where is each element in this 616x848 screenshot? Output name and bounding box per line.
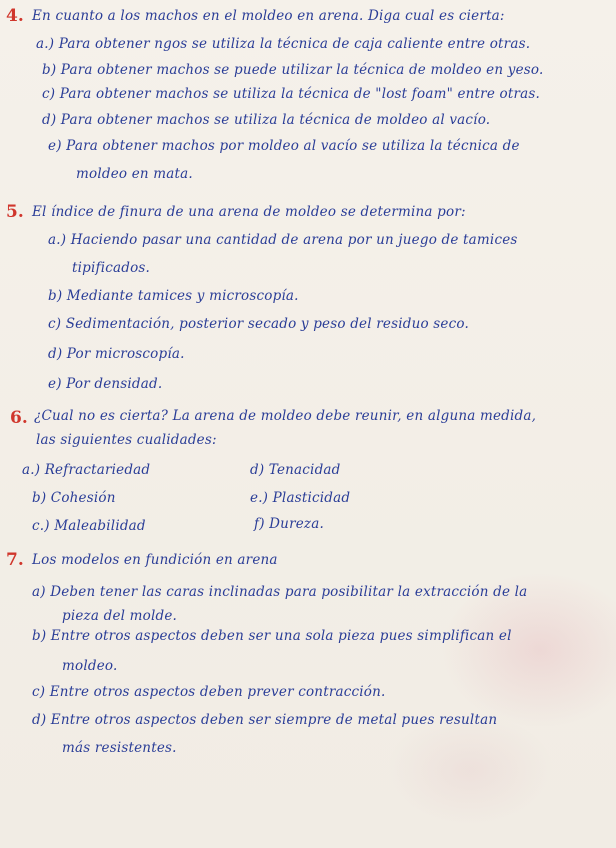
question-5-option-c: c) Sedimentación, posterior secado y peso del residuo seco. (48, 316, 469, 332)
question-4-option-e-cont: moldeo en mata. (76, 166, 193, 182)
question-5-option-a-cont: tipificados. (72, 260, 151, 276)
question-5-option-e: e) Por densidad. (48, 376, 163, 392)
question-5-option-a: a.) Haciendo pasar una cantidad de arena por un juego de tamices (48, 232, 518, 248)
question-7-option-d: d) Entre otros aspectos deben ser siempre de metal pues resultan (32, 712, 498, 728)
question-7-option-b: b) Entre otros aspectos deben ser una sola pieza pues simplifican el (32, 628, 512, 644)
question-4-option-a: a.) Para obtener ngos se utiliza la técnica de caja caliente entre otras. (36, 36, 531, 52)
question-7-number: 7. (6, 550, 24, 570)
question-7-option-a-cont: pieza del molde. (62, 608, 178, 624)
question-6-stem-cont: las siguientes cualidades: (36, 432, 217, 448)
question-4-option-c: c) Para obtener machos se utiliza la técnica de "lost foam" entre otras. (42, 86, 540, 102)
question-6-option-c: c.) Maleabilidad (32, 518, 146, 534)
question-5-stem: El índice de finura de una arena de moldeo se determina por: (32, 204, 466, 220)
question-7-stem: Los modelos en fundición en arena (32, 552, 278, 568)
question-5-option-d: d) Por microscopía. (48, 346, 185, 362)
question-4-option-b: b) Para obtener machos se puede utilizar la técnica de moldeo en yeso. (42, 62, 544, 78)
question-4-number: 4. (6, 6, 24, 26)
question-7-option-a: a) Deben tener las caras inclinadas para posibilitar la extracción de la (32, 584, 528, 600)
question-6-stem: ¿Cual no es cierta? La arena de moldeo debe reunir, en alguna medida, (34, 408, 537, 424)
question-7-option-c: c) Entre otros aspectos deben prever contracción. (32, 684, 386, 700)
question-4-option-d: d) Para obtener machos se utiliza la técnica de moldeo al vacío. (42, 112, 491, 128)
question-7-option-b-cont: moldeo. (62, 658, 118, 674)
question-6-option-b: b) Cohesión (32, 490, 116, 506)
question-7-option-d-cont: más resistentes. (62, 740, 177, 756)
question-6-option-d: d) Tenacidad (250, 462, 341, 478)
question-5-option-b: b) Mediante tamices y microscopía. (48, 288, 299, 304)
question-6-number: 6. (10, 408, 28, 428)
question-6-option-e: e.) Plasticidad (250, 490, 351, 506)
question-4-option-e: e) Para obtener machos por moldeo al vacío se utiliza la técnica de (48, 138, 520, 154)
question-6-option-a: a.) Refractariedad (22, 462, 151, 478)
question-4-stem: En cuanto a los machos en el moldeo en arena. Diga cual es cierta: (32, 8, 505, 24)
question-6-option-f: f) Dureza. (254, 516, 324, 532)
question-5-number: 5. (6, 202, 24, 222)
